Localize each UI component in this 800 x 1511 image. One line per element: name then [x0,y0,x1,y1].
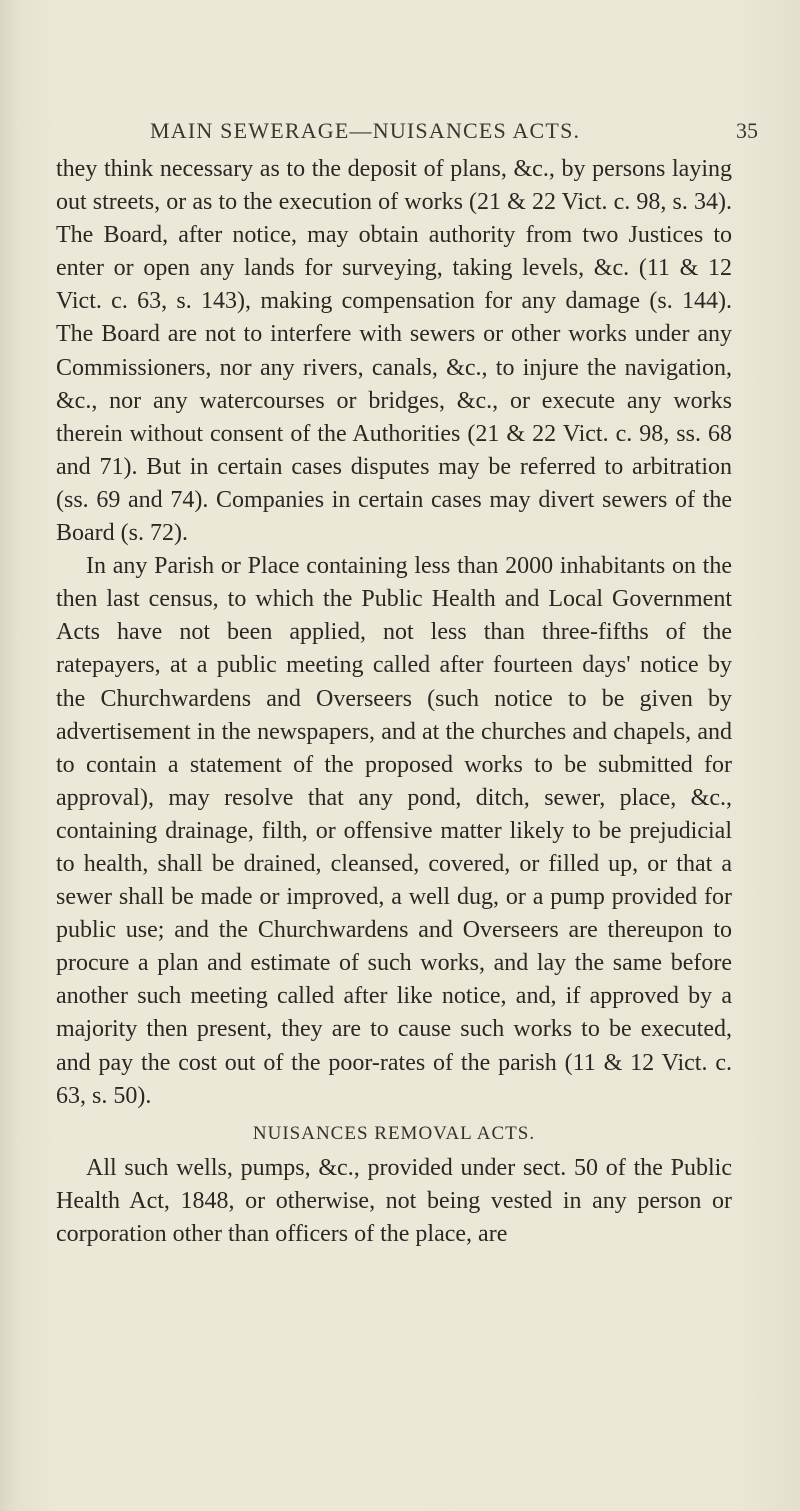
paragraph-board-powers: they think necessary as to the deposit of plans, &c., by persons laying out streets, or as to the execution of works (21 & 22 Vict. c. 98, s. 34). The Board, after notice, may obtain authority from two Justices to enter or open any lands for surveying, taking levels, &c. (11 & 12 Vict. c. 63, s. 143), making compensation for any damage (s. 144). The Board are not to interfere with sewers or other works under any Commissioners, nor any rivers, canals, &c., to injure the navigation, &c., nor any watercourses or bridges, &c., or execute any works therein without consent of the Authorities (21 & 22 Vict. c. 98, ss. 68 and 71). But in certain cases disputes may be referred to arbitration (ss. 69 and 74). Companies in certain cases may divert sewers of the Board (s. 72). [56,156,732,547]
paragraph-nuisances: All such wells, pumps, &c., provided under sect. 50 of the Public Health Act, 1848, or otherwise, not being vested in any person or corporation other than officers of the place, are [56,1154,732,1247]
section-heading: NUISANCES REMOVAL ACTS. [252,1122,536,1144]
body-text [56,153,732,1251]
paragraph-parish-works: In any Parish or Place containing less than 2000 inhabitants on the then last census, to which the Public Health and Local Government Acts have not been applied, not less than three-fifths of the ratepayers, at a public meeting called after fourteen days' notice by the Churchwardens and Overseers (such notice to be given by advertisement in the newspapers, and at the churches and chapels, and to contain a statement of the proposed works to be submitted for approval), may resolve that any pond, ditch, sewer, place, &c., containing drainage, filth, or offensive matter likely to be prejudicial to health, shall be drained, cleansed, covered, or filled up, or that a sewer shall be made or improved, a well dug, or a pump provided for public use; and the Churchwardens and Overseers are thereupon to procure a plan and estimate of such works, and lay the same before another such meeting called after like notice, and, if approved by a majority then present, they are to cause such works to be executed, and pay the cost out of the poor-rates of the parish (11 & 12 Vict. c. 63, s. 50). [56,553,732,1109]
page-number: 35 [736,118,758,143]
running-head: MAIN SEWERAGE—NUISANCES ACTS. [150,118,581,143]
page-header [0,118,800,148]
